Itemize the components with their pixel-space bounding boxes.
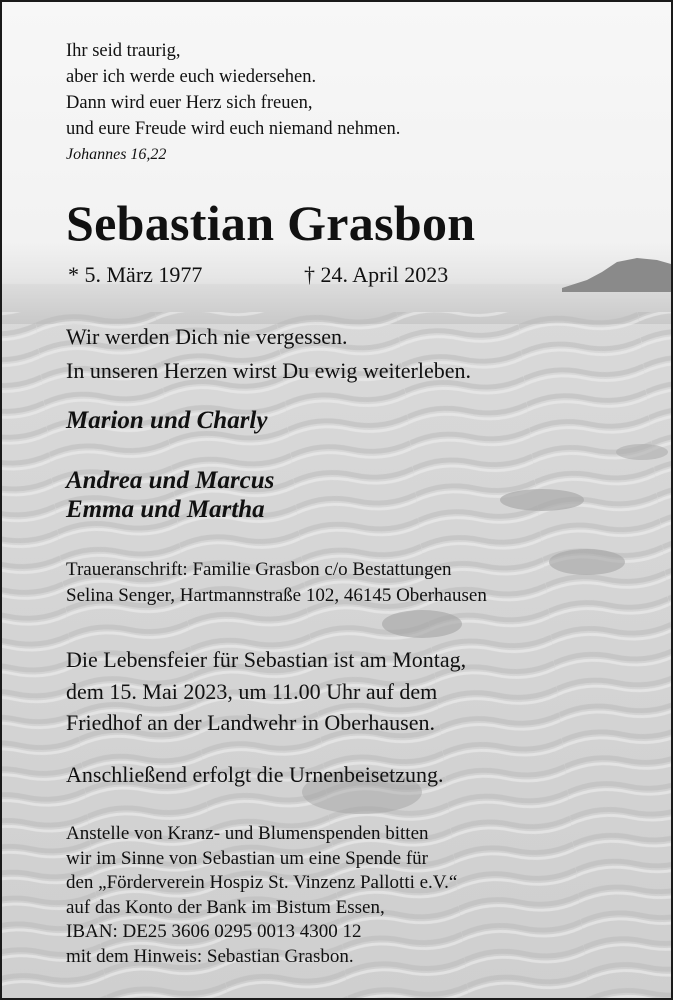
funeral-line: Friedhof an der Landwehr in Oberhausen.	[66, 710, 435, 735]
quote-line: Dann wird euer Herz sich freuen,	[66, 93, 313, 113]
family-member: Emma und Martha	[66, 496, 265, 523]
donation-line: auf das Konto der Bank im Bistum Essen,	[66, 896, 385, 918]
address-line: Traueranschrift: Familie Grasbon c/o Bestattungen	[66, 559, 452, 580]
quote-line: und eure Freude wird euch niemand nehmen.	[66, 119, 401, 139]
footprint	[500, 489, 584, 511]
funeral-details	[66, 644, 466, 739]
deceased-name: Sebastian Grasbon	[66, 195, 476, 251]
donation-line: Anstelle von Kranz- und Blumenspenden bitten	[66, 823, 429, 844]
bible-quote	[66, 38, 400, 142]
life-dates	[68, 262, 628, 288]
urn-burial-note: Anschließend erfolgt die Urnenbeisetzung.	[66, 762, 444, 787]
birth-date: * 5. März 1977	[68, 262, 203, 287]
funeral-line: Die Lebensfeier für Sebastian ist am Montag,	[66, 647, 467, 672]
family-member: Andrea und Marcus	[66, 467, 275, 494]
footprint	[616, 444, 668, 460]
family-member: Marion und Charly	[66, 407, 268, 434]
footprint	[382, 610, 462, 638]
quote-line: Ihr seid traurig,	[66, 41, 181, 61]
iban-line: IBAN: DE25 3606 0295 0013 4300 12	[66, 921, 362, 942]
mourning-address	[66, 557, 487, 609]
message-line: In unseren Herzen wirst Du ewig weiterleben.	[66, 358, 472, 383]
footprint	[549, 549, 625, 575]
funeral-line: dem 15. Mai 2023, um 11.00 Uhr auf dem	[66, 678, 438, 704]
quote-reference: Johannes 16,22	[66, 146, 167, 163]
message-line: Wir werden Dich nie vergessen.	[66, 324, 348, 349]
donation-line: den „Förderverein Hospiz St. Vinzenz Pallotti e.V.“	[66, 872, 458, 893]
death-date: † 24. April 2023	[304, 262, 449, 287]
donation-line: mit dem Hinweis: Sebastian Grasbon.	[66, 945, 354, 967]
quote-line: aber ich werde euch wiedersehen.	[66, 67, 317, 87]
donation-request	[66, 822, 457, 969]
donation-line: wir im Sinne von Sebastian um eine Spende für	[66, 847, 428, 869]
address-line: Selina Senger, Hartmannstraße 102, 46145 Oberhausen	[66, 585, 487, 606]
